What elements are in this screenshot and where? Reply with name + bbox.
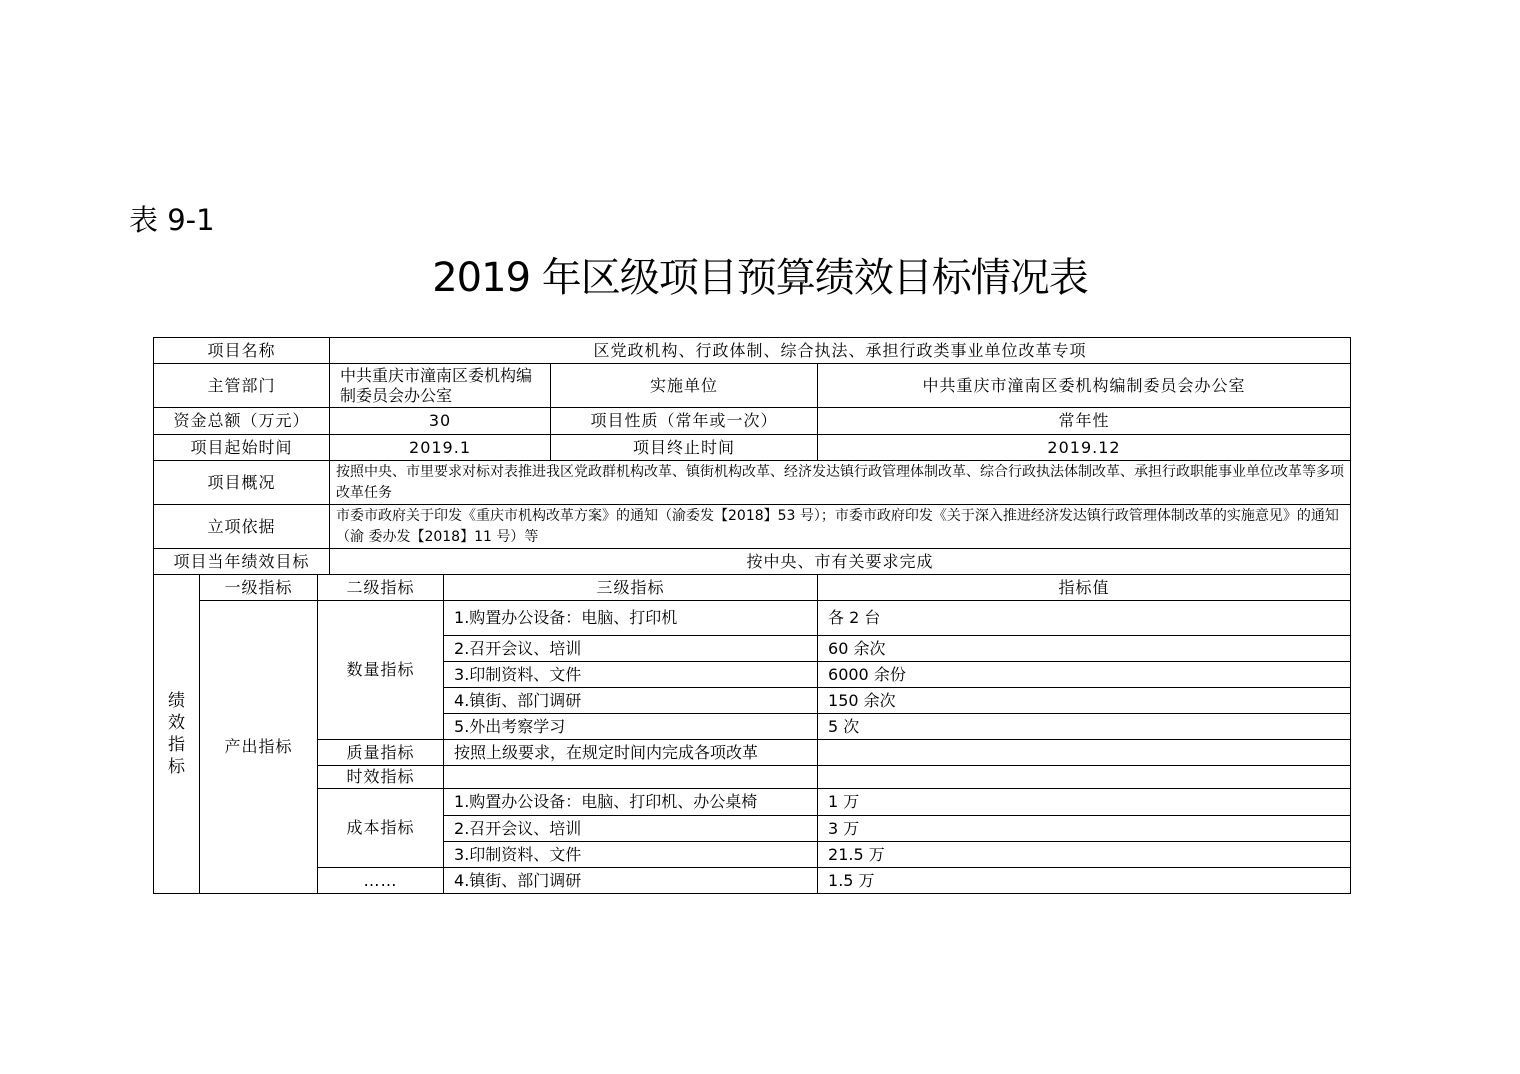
table-row bbox=[154, 766, 1351, 789]
project-name-label: 项目名称 bbox=[154, 338, 330, 364]
col-level1-header: 一级指标 bbox=[200, 575, 318, 601]
cost-item: 1.购置办公设备：电脑、打印机、办公桌椅 bbox=[444, 789, 818, 816]
end-label: 项目终止时间 bbox=[551, 435, 818, 461]
col-level3-header: 三级指标 bbox=[444, 575, 818, 601]
cost-value: 1 万 bbox=[818, 789, 1351, 816]
timeliness-item bbox=[444, 766, 818, 789]
timeliness-value bbox=[818, 766, 1351, 789]
quantity-item: 3.印制资料、文件 bbox=[444, 662, 818, 688]
cost-item: 3.印制资料、文件 bbox=[444, 842, 818, 868]
quality-value bbox=[818, 740, 1351, 766]
start-label: 项目起始时间 bbox=[154, 435, 330, 461]
impl-value: 中共重庆市潼南区委机构编制委员会办公室 bbox=[818, 364, 1351, 408]
quantity-value: 60 余次 bbox=[818, 636, 1351, 662]
quantity-item: 1.购置办公设备：电脑、打印机 bbox=[444, 601, 818, 636]
page-title: 2019 年区级项目预算绩效目标情况表 bbox=[432, 255, 1088, 301]
cost-indicator-label: 成本指标 bbox=[318, 789, 444, 868]
row-time bbox=[154, 435, 1351, 461]
table-row bbox=[154, 868, 1351, 894]
dept-label: 主管部门 bbox=[154, 364, 330, 408]
quantity-value: 150 余次 bbox=[818, 688, 1351, 714]
overview-label: 项目概况 bbox=[154, 461, 330, 505]
end-value: 2019.12 bbox=[818, 435, 1351, 461]
quantity-item: 2.召开会议、培训 bbox=[444, 636, 818, 662]
row-project-name bbox=[154, 338, 1351, 364]
quantity-item: 4.镇街、部门调研 bbox=[444, 688, 818, 714]
nature-value: 常年性 bbox=[818, 408, 1351, 435]
table-row bbox=[154, 789, 1351, 816]
goal-label: 项目当年绩效目标 bbox=[154, 549, 330, 575]
cost-value: 1.5 万 bbox=[818, 868, 1351, 894]
row-basis bbox=[154, 505, 1351, 549]
quantity-indicator-label: 数量指标 bbox=[318, 601, 444, 740]
performance-target-table bbox=[153, 337, 1351, 894]
project-name-value: 区党政机构、行政体制、综合执法、承担行政类事业单位改革专项 bbox=[330, 338, 1351, 364]
overview-value: 按照中央、市里要求对标对表推进我区党政群机构改革、镇街机构改革、经济发达镇行政管理体制改革、综合行政执法体制改革、承担行政职能事业单位改革等多项改革任务 bbox=[330, 461, 1351, 505]
quantity-value: 5 次 bbox=[818, 714, 1351, 740]
col-value-header: 指标值 bbox=[818, 575, 1351, 601]
quality-indicator-label: 质量指标 bbox=[318, 740, 444, 766]
timeliness-indicator-label: 时效指标 bbox=[318, 766, 444, 789]
row-indicator-header bbox=[154, 575, 1351, 601]
row-fund bbox=[154, 408, 1351, 435]
fund-label: 资金总额（万元） bbox=[154, 408, 330, 435]
col-level2-header: 二级指标 bbox=[318, 575, 444, 601]
impl-label: 实施单位 bbox=[551, 364, 818, 408]
cost-item: 4.镇街、部门调研 bbox=[444, 868, 818, 894]
cost-value: 3 万 bbox=[818, 816, 1351, 842]
fund-value: 30 bbox=[330, 408, 551, 435]
nature-label: 项目性质（常年或一次） bbox=[551, 408, 818, 435]
performance-indicator-section-label: 绩 效 指 标 bbox=[154, 575, 200, 894]
basis-label: 立项依据 bbox=[154, 505, 330, 549]
quantity-item: 5.外出考察学习 bbox=[444, 714, 818, 740]
ellipsis-label: …… bbox=[318, 868, 444, 894]
goal-value: 按中央、市有关要求完成 bbox=[330, 549, 1351, 575]
cost-value: 21.5 万 bbox=[818, 842, 1351, 868]
quantity-value: 6000 余份 bbox=[818, 662, 1351, 688]
basis-value: 市委市政府关于印发《重庆市机构改革方案》的通知（渝委发【2018】53 号）；市委市政府印发《关于深入推进经济发达镇行政管理体制改革的实施意见》的通知（渝 委办发【2018】11 号）等 bbox=[330, 505, 1351, 549]
row-goal bbox=[154, 549, 1351, 575]
cost-item: 2.召开会议、培训 bbox=[444, 816, 818, 842]
row-overview bbox=[154, 461, 1351, 505]
table-number-label: 表 9-1 bbox=[129, 203, 215, 237]
quality-item: 按照上级要求，在规定时间内完成各项改革 bbox=[444, 740, 818, 766]
dept-value: 中共重庆市潼南区委机构编制委员会办公室 bbox=[330, 364, 551, 408]
table-row bbox=[154, 601, 1351, 636]
row-department bbox=[154, 364, 1351, 408]
table-row bbox=[154, 740, 1351, 766]
start-value: 2019.1 bbox=[330, 435, 551, 461]
quantity-value: 各 2 台 bbox=[818, 601, 1351, 636]
level1-output-indicator: 产出指标 bbox=[200, 601, 318, 894]
